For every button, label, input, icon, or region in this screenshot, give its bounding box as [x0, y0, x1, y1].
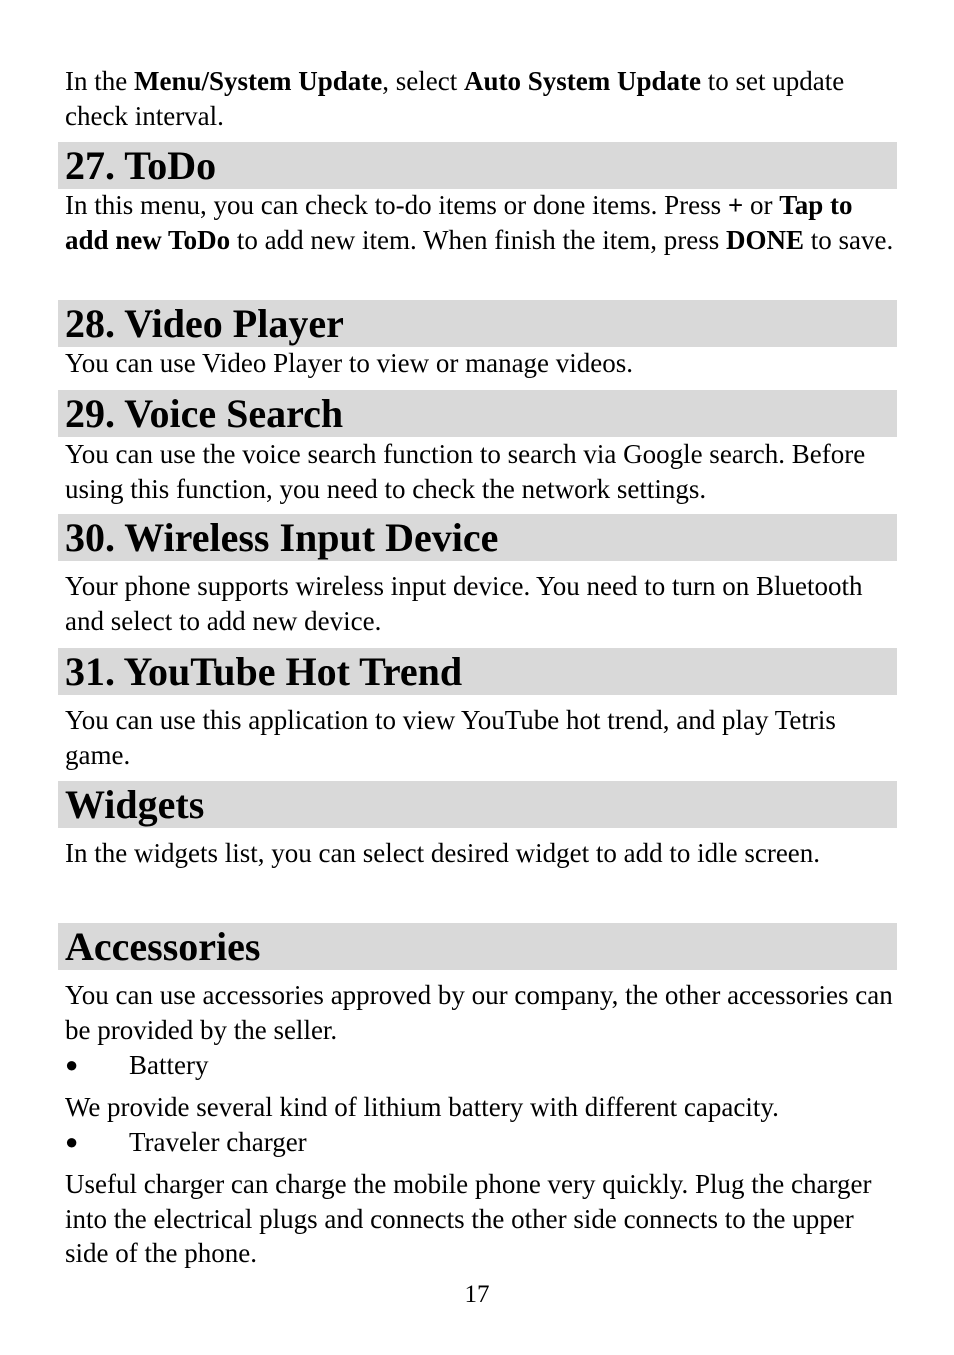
page-number: 17: [464, 1281, 490, 1308]
video-player-paragraph: You can use Video Player to view or manage videos.: [65, 348, 634, 378]
bullet-traveler-charger: [65, 1125, 895, 1159]
heading-widgets: Widgets: [58, 781, 897, 828]
heading-todo: 27. ToDo: [58, 142, 897, 189]
bullet-icon: ●: [65, 1052, 79, 1077]
wireless-input-paragraph: Your phone supports wireless input device. You need to turn on Bluetooth and select to add new device.: [65, 571, 863, 636]
intro-paragraph: In the Menu/System Update, select Auto System Update to set update check interval.: [65, 66, 845, 131]
battery-paragraph: We provide several kind of lithium battery with different capacity.: [65, 1092, 779, 1122]
heading-wireless-input-device: 30. Wireless Input Device: [58, 514, 897, 561]
accessories-paragraph: You can use accessories approved by our company, the other accessories can be provided by the seller.: [65, 980, 893, 1045]
bullet-icon: ●: [65, 1129, 79, 1154]
heading-voice-search: 29. Voice Search: [58, 390, 897, 437]
heading-youtube-hot-trend: 31. YouTube Hot Trend: [58, 648, 897, 695]
youtube-paragraph: You can use this application to view YouTube hot trend, and play Tetris game.: [65, 705, 836, 770]
bullet-battery-label: Battery: [129, 1050, 209, 1080]
bullet-charger-label: Traveler charger: [129, 1127, 307, 1157]
bullet-battery: [65, 1048, 895, 1082]
todo-paragraph: In this menu, you can check to-do items or done items. Press + or Tap to add new ToDo to add new item. When finish the item, press DONE to save.: [65, 190, 894, 255]
heading-video-player: 28. Video Player: [58, 300, 897, 347]
charger-paragraph: Useful charger can charge the mobile phone very quickly. Plug the charger into the electrical plugs and connects the other side connects to the upper side of the phone.: [65, 1169, 872, 1268]
voice-search-paragraph: You can use the voice search function to search via Google search. Before using this function, you need to check the network settings.: [65, 439, 866, 504]
widgets-paragraph: In the widgets list, you can select desired widget to add to idle screen.: [65, 838, 821, 868]
heading-accessories: Accessories: [58, 923, 897, 970]
